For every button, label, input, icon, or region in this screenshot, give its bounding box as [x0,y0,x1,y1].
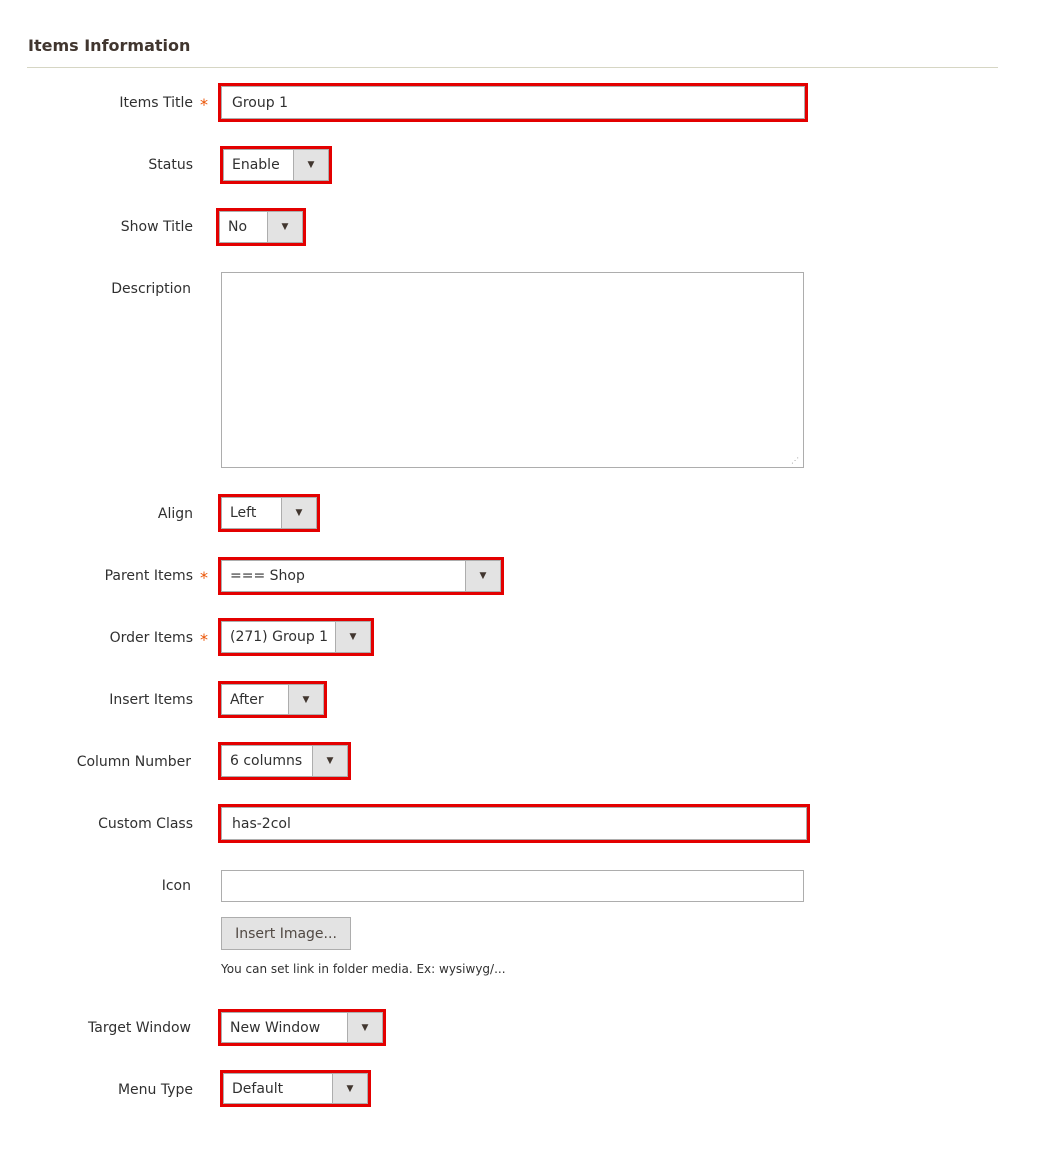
menu-type-select[interactable] [223,1073,368,1104]
order-items-select[interactable] [221,621,371,653]
chevron-down-icon: ▼ [335,622,370,652]
icon-label: Icon [161,878,191,894]
chevron-down-icon: ▼ [267,212,302,242]
insert-items-label: Insert Items [109,692,193,708]
column-number-select-value: 6 columns [230,753,303,769]
target-window-select[interactable] [221,1012,383,1043]
custom-class-label: Custom Class [98,816,193,832]
items-title-required-mark: * [200,95,208,114]
section-title: Items Information [28,36,191,55]
insert-items-select-value: After [230,691,264,708]
chevron-down-icon: ▼ [465,561,500,591]
status-select-value: Enable [232,157,280,173]
target-window-label: Target Window [88,1020,191,1036]
parent-items-select[interactable] [221,560,501,592]
chevron-down-icon: ▼ [281,498,316,528]
show-title-select[interactable] [219,211,303,243]
menu-type-select-value: Default [232,1080,284,1097]
description-textarea[interactable] [221,272,804,468]
order-items-label: Order Items [109,630,193,646]
menu-type-label: Menu Type [117,1082,193,1098]
chevron-down-icon: ▼ [347,1013,382,1042]
parent-items-select-value: === Shop [230,568,305,584]
chevron-down-icon: ▼ [293,150,328,180]
target-window-select-value: New Window [230,1019,321,1036]
insert-image-button[interactable]: Insert Image... [221,917,351,950]
column-number-select[interactable] [221,745,348,777]
icon-input[interactable] [221,870,804,902]
items-title-input[interactable]: Group 1 [221,86,805,119]
parent-items-required-mark: * [200,568,208,587]
chevron-down-icon: ▼ [332,1074,367,1103]
align-select-value: Left [230,505,257,521]
description-label: Description [111,281,191,297]
status-label: Status [148,157,193,173]
order-items-required-mark: * [200,630,208,649]
resize-handle-icon[interactable]: ⋰ [791,456,799,465]
icon-help-note: You can set link in folder media. Ex: wysiwyg/... [221,962,506,976]
chevron-down-icon: ▼ [312,746,347,776]
status-select[interactable] [223,149,329,181]
items-title-label: Items Title [119,95,193,111]
show-title-select-value: No [228,219,248,235]
order-items-select-value: (271) Group 1 [230,629,329,645]
align-select[interactable] [221,497,317,529]
column-number-label: Column Number [76,754,191,770]
custom-class-input[interactable]: has-2col [221,807,807,840]
section-divider [27,67,998,68]
insert-items-select[interactable] [221,684,324,715]
parent-items-label: Parent Items [104,568,193,584]
align-label: Align [157,506,193,522]
show-title-label: Show Title [120,219,193,235]
chevron-down-icon: ▼ [288,685,323,714]
